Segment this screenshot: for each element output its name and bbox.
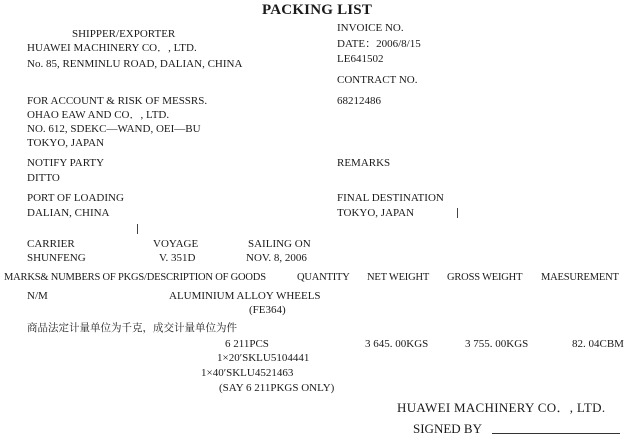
header-quantity: QUANTITY — [297, 272, 350, 283]
container-line-2: 1×40′SKLU4521463 — [201, 367, 294, 379]
invoice-label: INVOICE NO. — [337, 22, 404, 34]
invoice-number: LE641502 — [337, 53, 384, 65]
header-net-weight: NET WEIGHT — [367, 272, 430, 283]
shipper-address: No. 85, RENMINLU ROAD, DALIAN, CHINA — [27, 58, 243, 70]
goods-measurement: 82. 04CBM — [572, 338, 624, 350]
remarks-label: REMARKS — [337, 157, 391, 169]
contract-label: CONTRACT NO. — [337, 74, 418, 86]
notify-party-value: DITTO — [27, 172, 60, 184]
goods-model: (FE364) — [249, 304, 286, 316]
goods-net-weight: 3 645. 00KGS — [365, 338, 429, 350]
document-title: PACKING LIST — [262, 2, 373, 18]
footer-company: HUAWEI MACHINERY CO．, LTD. — [397, 400, 606, 415]
carrier-label: CARRIER — [27, 238, 75, 250]
account-name: OHAO EAW AND CO．, LTD. — [27, 109, 170, 121]
invoice-date: DATE：2006/8/15 — [337, 38, 421, 50]
goods-marks: N/M — [27, 290, 48, 302]
account-address-line2: TOKYO, JAPAN — [27, 137, 105, 149]
goods-gross-weight: 3 755. 00KGS — [465, 338, 529, 350]
final-destination-value: TOKYO, JAPAN — [337, 207, 415, 219]
voyage-value: V. 351D — [159, 252, 196, 264]
signed-by-label: SIGNED BY — [413, 421, 482, 436]
sailing-value: NOV. 8, 2006 — [246, 252, 307, 264]
contract-number: 68212486 — [337, 95, 381, 107]
goods-quantity: 6 211PCS — [225, 338, 269, 350]
signature-line[interactable] — [492, 433, 620, 434]
say-total: (SAY 6 211PKGS ONLY) — [219, 382, 335, 394]
header-marks-description: MARKS& NUMBERS OF PKGS/DESCRIPTION OF GOODS — [4, 272, 266, 283]
notify-party-label: NOTIFY PARTY — [27, 157, 105, 169]
header-measurement: MAESUREMENT — [541, 272, 619, 283]
goods-unit-note: 商品法定计量单位为千克，成交计量单位为件 — [27, 322, 237, 334]
container-line-1: 1×20′SKLU5104441 — [217, 352, 310, 364]
voyage-label: VOYAGE — [153, 238, 199, 250]
cursor-mark — [457, 208, 458, 218]
cursor-mark — [137, 224, 138, 234]
port-of-loading-label: PORT OF LOADING — [27, 192, 124, 204]
header-gross-weight: GROSS WEIGHT — [447, 272, 523, 283]
shipper-name: HUAWEI MACHINERY CO．, LTD. — [27, 42, 197, 54]
goods-description: ALUMINIUM ALLOY WHEELS — [169, 290, 321, 302]
carrier-value: SHUNFENG — [27, 252, 86, 264]
final-destination-label: FINAL DESTINATION — [337, 192, 444, 204]
shipper-label: SHIPPER/EXPORTER — [72, 28, 176, 40]
port-of-loading-value: DALIAN, CHINA — [27, 207, 110, 219]
account-label: FOR ACCOUNT & RISK OF MESSRS. — [27, 95, 208, 107]
account-address-line1: NO. 612, SDEKC—WAND, OEI—BU — [27, 123, 201, 135]
sailing-label: SAILING ON — [248, 238, 311, 250]
